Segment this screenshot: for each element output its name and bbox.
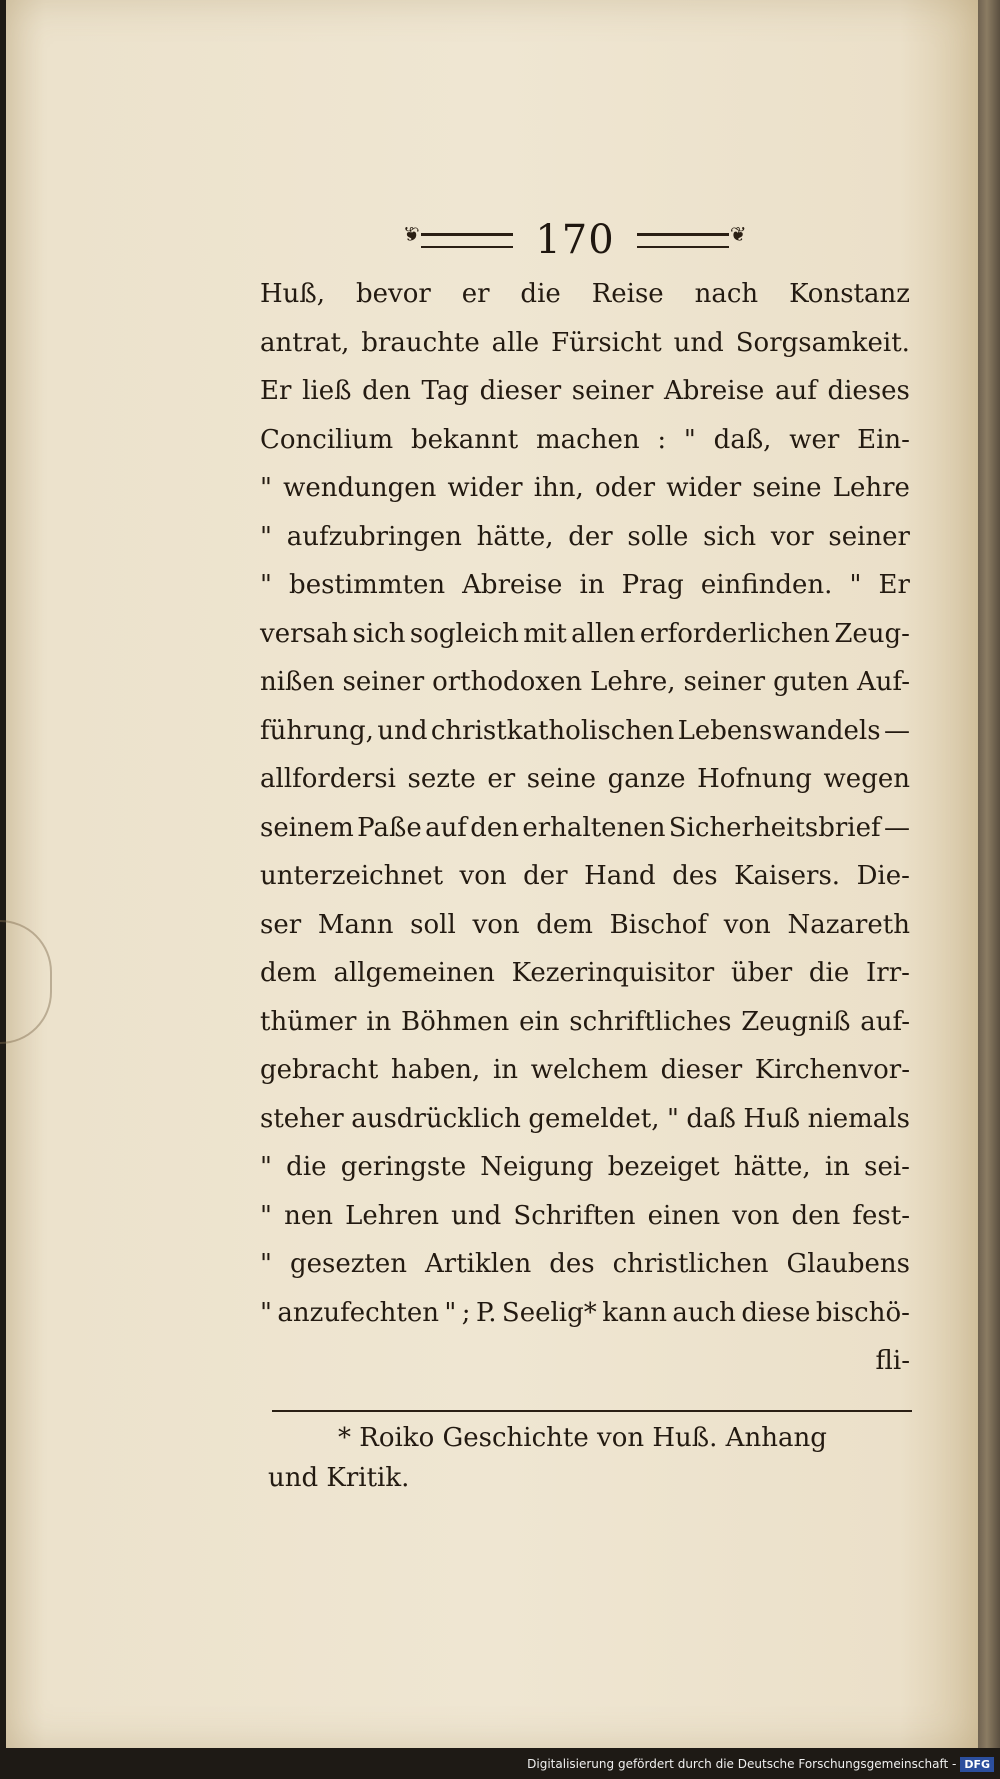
word: sezte xyxy=(407,764,476,794)
word: auf xyxy=(425,812,467,843)
word: Abreise xyxy=(664,376,765,406)
word: dem xyxy=(536,909,593,940)
word: bezeiget xyxy=(607,1152,720,1182)
text-line xyxy=(260,1192,910,1241)
word: er xyxy=(461,279,490,309)
word: seiner xyxy=(571,376,654,406)
text-line xyxy=(260,707,910,756)
word: seine xyxy=(752,473,822,503)
word: alle xyxy=(491,327,540,358)
word: soll xyxy=(410,909,456,940)
word: wider xyxy=(447,473,523,503)
word: schriftliches xyxy=(569,1006,732,1037)
footnote-rule xyxy=(272,1410,912,1412)
word: hätte, xyxy=(476,521,554,552)
word: auf- xyxy=(860,1006,910,1037)
word: sogleich xyxy=(409,618,519,649)
word: " xyxy=(260,473,272,503)
word: ließ xyxy=(302,376,352,406)
word: Er xyxy=(260,376,292,406)
word: steher xyxy=(260,1103,344,1134)
word: Sorgsamkeit. xyxy=(735,327,910,358)
word: christlichen xyxy=(612,1249,769,1279)
text-line xyxy=(260,998,910,1047)
text-line xyxy=(260,901,910,950)
word: welchem xyxy=(530,1055,648,1085)
word: Er xyxy=(878,570,910,600)
word: versah xyxy=(260,618,349,649)
footnote xyxy=(268,1418,918,1498)
text-line xyxy=(260,1095,910,1144)
word: " xyxy=(260,1297,272,1328)
word: diese xyxy=(741,1297,811,1328)
word: daß, xyxy=(713,424,772,455)
text-line xyxy=(260,804,910,853)
word: allen xyxy=(571,618,636,649)
text-line xyxy=(260,270,910,319)
word: mit xyxy=(523,618,567,649)
word: Kezerinquisitor xyxy=(511,958,715,988)
word: er xyxy=(487,764,516,794)
word: Zeug- xyxy=(834,618,910,649)
word: Die- xyxy=(856,861,910,891)
word: solle xyxy=(627,521,689,552)
word: allfordersi xyxy=(260,764,396,794)
word: Neigung xyxy=(480,1152,594,1182)
word: ausdrücklich xyxy=(351,1103,521,1134)
word: wendungen xyxy=(283,473,437,503)
word: einen xyxy=(647,1200,721,1231)
word: bekannt xyxy=(410,424,519,455)
word: seine xyxy=(526,764,596,794)
word: machen xyxy=(536,424,640,455)
word: die xyxy=(286,1152,327,1182)
word: aufzubringen xyxy=(286,521,462,552)
word: oder xyxy=(594,473,656,503)
word: und xyxy=(451,1200,502,1231)
word: wegen xyxy=(823,764,910,794)
word: " xyxy=(260,1152,272,1182)
text-line xyxy=(260,319,910,368)
word: und xyxy=(673,327,724,358)
word: — xyxy=(883,812,910,843)
word: brauchte xyxy=(361,327,480,358)
word: fest- xyxy=(852,1200,910,1231)
word: bevor xyxy=(355,279,431,309)
text-line xyxy=(260,755,910,804)
word: vor xyxy=(770,521,814,552)
text-line xyxy=(260,464,910,513)
word: Hofnung xyxy=(697,764,812,794)
word: sich xyxy=(703,521,757,552)
word: bischö- xyxy=(815,1297,910,1328)
word: wider xyxy=(666,473,742,503)
word: " xyxy=(260,521,272,552)
text-line xyxy=(260,852,910,901)
word: Auf- xyxy=(856,667,910,697)
word: erforderlichen xyxy=(639,618,830,649)
word: in xyxy=(492,1055,519,1085)
word: Ein- xyxy=(857,424,910,455)
word: Nazareth xyxy=(787,909,910,940)
word: von xyxy=(472,909,520,940)
text-line xyxy=(260,1046,910,1095)
word: ganze xyxy=(607,764,686,794)
text-line xyxy=(260,1240,910,1289)
word: Sicherheitsbrief xyxy=(668,812,881,843)
word: antrat, xyxy=(260,327,350,358)
word: von xyxy=(723,909,771,940)
word: Lehre xyxy=(832,473,910,503)
word: " xyxy=(683,424,696,455)
word: Konstanz xyxy=(789,279,910,309)
word: Tag xyxy=(421,376,469,406)
word: auf xyxy=(774,376,817,406)
word: Lebenswandels xyxy=(677,715,881,746)
word: nen xyxy=(284,1200,333,1231)
word: " xyxy=(260,1249,272,1279)
word: unterzeichnet xyxy=(260,861,444,891)
dfg-logo-icon: DFG xyxy=(960,1757,994,1772)
word: guten xyxy=(773,667,850,697)
word: Seelig* xyxy=(501,1297,597,1328)
word: ser xyxy=(260,909,302,940)
word: den xyxy=(791,1200,841,1231)
word: ; xyxy=(461,1297,471,1328)
word: Paße xyxy=(357,812,422,843)
word: : xyxy=(657,424,667,455)
word: daß xyxy=(686,1103,736,1134)
word: Huß, xyxy=(260,279,326,309)
digitization-credit xyxy=(527,1753,994,1775)
footnote-line: und Kritik. xyxy=(268,1463,410,1493)
text-line xyxy=(260,1143,910,1192)
word: geringste xyxy=(340,1152,467,1182)
word: die xyxy=(808,958,850,988)
word: Concilium xyxy=(260,424,394,455)
word: Mann xyxy=(317,909,394,940)
word: erhaltenen xyxy=(522,812,666,843)
word: und xyxy=(377,715,428,746)
word: Zeugniß xyxy=(741,1006,851,1037)
word: dieses xyxy=(827,376,910,406)
word: allgemeinen xyxy=(333,958,495,988)
word: Kaisers. xyxy=(734,861,841,891)
text-line xyxy=(260,610,910,659)
word: ein xyxy=(519,1006,560,1037)
word: seiner xyxy=(828,521,910,552)
word: führung, xyxy=(260,715,374,746)
word: die xyxy=(520,279,561,309)
word: P. xyxy=(475,1297,497,1328)
word: seiner xyxy=(683,667,766,697)
word: sich xyxy=(352,618,406,649)
credit-text: Digitalisierung gefördert durch die Deutsche Forschungsgemeinschaft - xyxy=(527,1757,957,1771)
word: " xyxy=(260,1200,272,1231)
text-line xyxy=(260,658,910,707)
word: des xyxy=(672,861,718,891)
word: der xyxy=(568,521,613,552)
word: ihn, xyxy=(533,473,584,503)
word: — xyxy=(883,715,910,746)
word: in xyxy=(366,1006,392,1037)
word: in xyxy=(824,1152,850,1182)
ornament-left-icon xyxy=(421,233,513,248)
word: einfinden. xyxy=(700,570,833,600)
page-header xyxy=(420,212,730,268)
word: Hand xyxy=(584,861,656,891)
word: " xyxy=(260,570,272,600)
word: thümer xyxy=(260,1006,357,1037)
word: orthodoxen xyxy=(432,667,583,697)
word: gemeldet, xyxy=(528,1103,660,1134)
word: niemals xyxy=(807,1103,910,1134)
word: Irr- xyxy=(866,958,910,988)
word: kann xyxy=(602,1297,667,1328)
word: Lehre, xyxy=(590,667,676,697)
word: " xyxy=(666,1103,679,1134)
word: in xyxy=(579,570,605,600)
word: des xyxy=(549,1249,595,1279)
word: gebracht xyxy=(260,1055,379,1085)
word: bestimmten xyxy=(289,570,446,600)
word: gesezten xyxy=(289,1249,408,1279)
word: dieser xyxy=(660,1055,743,1085)
word: seinem xyxy=(260,812,354,843)
word: nach xyxy=(694,279,759,309)
body-text xyxy=(260,270,910,1386)
text-line xyxy=(260,367,910,416)
word: Kirchenvor- xyxy=(754,1055,910,1085)
page-edge xyxy=(978,0,1000,1748)
word: Huß xyxy=(743,1103,801,1134)
word: den xyxy=(470,812,520,843)
word: sei- xyxy=(864,1152,910,1182)
word: " xyxy=(444,1297,457,1328)
word: nißen xyxy=(260,667,335,697)
word: Böhmen xyxy=(401,1006,510,1037)
word: Glaubens xyxy=(786,1249,910,1279)
word: von xyxy=(732,1200,780,1231)
text-line xyxy=(260,949,910,998)
word: Schriften xyxy=(513,1200,636,1231)
word: Abreise xyxy=(462,570,563,600)
page-number: 170 xyxy=(535,217,615,263)
text-line: fli- xyxy=(875,1346,910,1376)
word: anzufechten xyxy=(277,1297,439,1328)
footnote-line: * Roiko Geschichte von Huß. Anhang xyxy=(338,1423,827,1453)
word: Lehren xyxy=(345,1200,440,1231)
word: hätte, xyxy=(733,1152,811,1182)
word: dieser xyxy=(479,376,562,406)
text-line xyxy=(260,513,910,562)
word: von xyxy=(459,861,507,891)
word: über xyxy=(730,958,793,988)
word: Artiklen xyxy=(425,1249,532,1279)
word: der xyxy=(523,861,568,891)
word: christkatholischen xyxy=(430,715,675,746)
word: wer xyxy=(789,424,840,455)
ornament-right-icon xyxy=(637,233,729,248)
word: haben, xyxy=(391,1055,481,1085)
word: Reise xyxy=(591,279,664,309)
word: dem xyxy=(260,958,317,988)
word: den xyxy=(362,376,411,406)
word: auch xyxy=(672,1297,736,1328)
word: Fürsicht xyxy=(551,327,662,358)
text-line xyxy=(260,561,910,610)
word: seiner xyxy=(342,667,425,697)
text-line xyxy=(260,416,910,465)
word: Prag xyxy=(621,570,684,600)
word: Bischof xyxy=(609,909,708,940)
text-line xyxy=(260,1289,910,1338)
word: " xyxy=(849,570,862,600)
